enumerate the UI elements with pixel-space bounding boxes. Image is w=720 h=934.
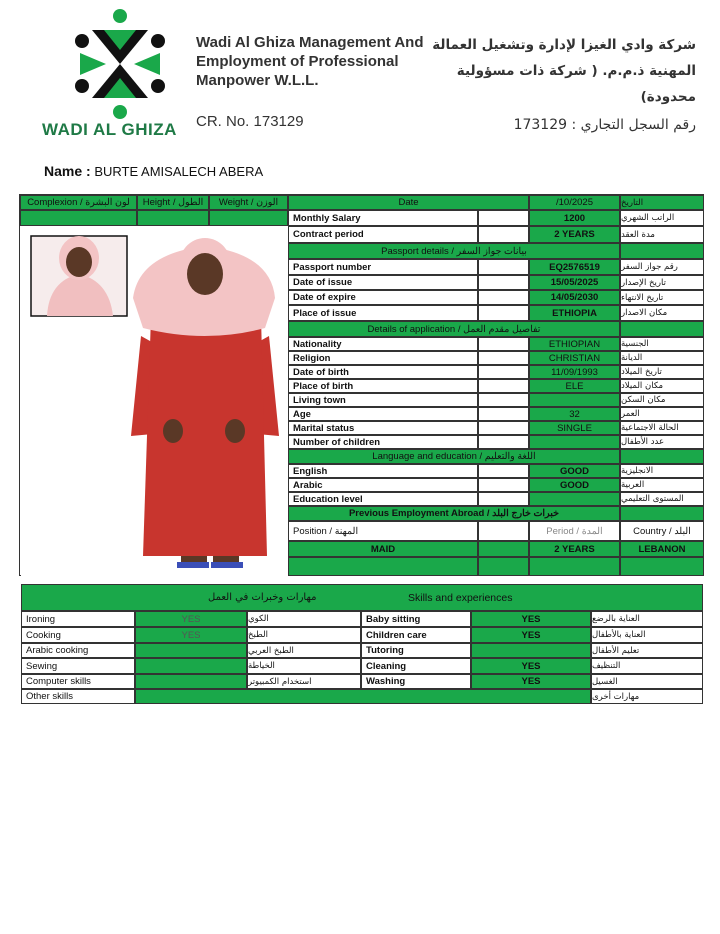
candidate-name-row: [44, 163, 263, 179]
name-label: Name :: [44, 163, 91, 179]
weight-label: Weight / الوزن: [209, 195, 288, 210]
skill-arabic-cooking-value: [135, 643, 247, 658]
marital-status-value: SINGLE: [529, 421, 620, 435]
cv-form: [19, 194, 704, 576]
skill-cleaning-arabic: التنظيف: [591, 658, 703, 674]
nationality-label: Nationality: [288, 337, 478, 351]
employment-period: 2 YEARS: [529, 541, 620, 557]
skill-washing-value: YES: [471, 674, 591, 689]
company-en-line: Wadi Al Ghiza Management And: [196, 34, 424, 51]
skill-tutoring-value: [471, 643, 591, 658]
nationality-value: ETHIOPIAN: [529, 337, 620, 351]
language-section-header: Language and education / اللغة والتعليم: [288, 449, 620, 464]
marital-status-label: Marital status: [288, 421, 478, 435]
employment-position: MAID: [288, 541, 478, 557]
weight-value: [209, 210, 288, 226]
other-skills-arabic: مهارات أخرى: [591, 689, 703, 704]
children-label: Number of children: [288, 435, 478, 449]
education-value: [529, 492, 620, 506]
nationality-arabic: الجنسية: [620, 337, 704, 351]
cr-number-arabic: رقم السجل التجاري : 173129: [513, 117, 696, 133]
salary-label-arabic: الراتب الشهري: [620, 210, 704, 226]
date-label: Date: [288, 195, 529, 210]
skill-arabic-cooking-arabic: الطبخ العربي: [247, 643, 361, 658]
candidate-name: BURTE AMISALECH ABERA: [94, 164, 264, 179]
arabic-arabic: العربية: [620, 478, 704, 492]
height-label: Height / الطول: [137, 195, 209, 210]
skill-sewing-label: Sewing: [21, 658, 135, 674]
skill-computer-arabic: استخدام الكمبيوتر: [247, 674, 361, 689]
passport-number-arabic: رقم جواز السفر: [620, 259, 704, 275]
issue-date-label: Date of issue: [288, 275, 478, 290]
skills-header-english: Skills and experiences: [408, 591, 513, 604]
employment-country: LEBANON: [620, 541, 704, 557]
row-spacer: [478, 290, 529, 305]
complexion-value: [20, 210, 137, 226]
living-town-label: Living town: [288, 393, 478, 407]
complexion-label: Complexion / لون البشرة: [20, 195, 137, 210]
birth-date-label: Date of birth: [288, 365, 478, 379]
company-ar-line: شركة وادي الغيزا لإدارة وتشغيل العمالة: [432, 37, 696, 53]
candidate-photos: [21, 226, 288, 576]
row-spacer: [478, 275, 529, 290]
company-name-english: [196, 33, 436, 90]
salary-label: Monthly Salary: [288, 210, 478, 226]
skill-cleaning-value: YES: [471, 658, 591, 674]
skill-ironing-arabic: الكوي: [247, 611, 361, 627]
company-en-line: Manpower W.L.L.: [196, 72, 319, 89]
skill-tutoring-label: Tutoring: [361, 643, 471, 658]
skill-ironing-label: Ironing: [21, 611, 135, 627]
english-label: English: [288, 464, 478, 478]
row-spacer: [478, 337, 529, 351]
expire-date-label: Date of expire: [288, 290, 478, 305]
marital-status-arabic: الحالة الاجتماعية: [620, 421, 704, 435]
passport-number-value: EQ2576519: [529, 259, 620, 275]
education-arabic: المستوى التعليمي: [620, 492, 704, 506]
skill-cooking-label: Cooking: [21, 627, 135, 643]
age-value: 32: [529, 407, 620, 421]
children-value: [529, 435, 620, 449]
row-spacer: [478, 435, 529, 449]
children-arabic: عدد الأطفال: [620, 435, 704, 449]
issue-date-value: 15/05/2025: [529, 275, 620, 290]
company-ar-line: المهنية ذ.م.م. ( شركة ذات مسؤولية: [456, 63, 696, 79]
skill-arabic-cooking-label: Arabic cooking: [21, 643, 135, 658]
contract-value: 2 YEARS: [529, 226, 620, 243]
height-value: [137, 210, 209, 226]
skill-cleaning-label: Cleaning: [361, 658, 471, 674]
religion-value: CHRISTIAN: [529, 351, 620, 365]
employment-section-header: Previous Employment Abroad / خبرات خارج البلد: [288, 506, 620, 521]
row-spacer: [478, 259, 529, 275]
skills-header: [21, 584, 703, 611]
education-label: Education level: [288, 492, 478, 506]
contract-spacer: [478, 226, 529, 243]
logo-emblem-icon: [70, 8, 170, 120]
row-spacer: [478, 407, 529, 421]
employment-header-spacer: [620, 506, 704, 521]
religion-arabic: الديانة: [620, 351, 704, 365]
living-town-arabic: مكان السكن: [620, 393, 704, 407]
skill-cooking-value: YES: [135, 627, 247, 643]
employment-empty-row: [478, 557, 529, 576]
row-spacer: [478, 421, 529, 435]
place-of-issue-arabic: مكان الاصدار: [620, 305, 704, 321]
employment-empty-row: [529, 557, 620, 576]
period-column-label: Period / المدة: [529, 521, 620, 541]
arabic-label: Arabic: [288, 478, 478, 492]
row-spacer: [478, 379, 529, 393]
row-spacer: [478, 541, 529, 557]
place-of-issue-value: ETHIOPIA: [529, 305, 620, 321]
english-value: GOOD: [529, 464, 620, 478]
birth-place-arabic: مكان الميلاد: [620, 379, 704, 393]
contract-label-arabic: مدة العقد: [620, 226, 704, 243]
row-spacer: [478, 351, 529, 365]
row-spacer: [478, 464, 529, 478]
english-arabic: الانجليزية: [620, 464, 704, 478]
date-label-arabic: التاريخ: [620, 195, 704, 210]
skill-computer-label: Computer skills: [21, 674, 135, 689]
row-spacer: [478, 478, 529, 492]
skill-ironing-value: YES: [135, 611, 247, 627]
other-skills-value: [135, 689, 591, 704]
skill-cooking-arabic: الطبخ: [247, 627, 361, 643]
contract-label: Contract period: [288, 226, 478, 243]
skills-table: [21, 584, 703, 704]
birth-place-label: Place of birth: [288, 379, 478, 393]
cr-number-english: CR. No. 173129: [196, 113, 304, 130]
other-skills-label: Other skills: [21, 689, 135, 704]
row-spacer: [478, 521, 529, 541]
living-town-value: [529, 393, 620, 407]
skill-washing-label: Washing: [361, 674, 471, 689]
skill-sewing-arabic: الخياطة: [247, 658, 361, 674]
logo-text: WADI AL GHIZA: [42, 120, 177, 139]
salary-value: 1200: [529, 210, 620, 226]
company-en-line: Employment of Professional: [196, 53, 399, 70]
company-ar-line: محدودة): [640, 89, 696, 105]
skill-sewing-value: [135, 658, 247, 674]
language-header-spacer: [620, 449, 704, 464]
birth-date-value: 11/09/1993: [529, 365, 620, 379]
passport-section-header: Passport details / بيانات جواز السفر: [288, 243, 620, 259]
employment-empty-row: [288, 557, 478, 576]
skill-babysitting-label: Baby sitting: [361, 611, 471, 627]
date-value: /10/2025: [529, 195, 620, 210]
position-column-label: Position / المهنة: [288, 521, 478, 541]
salary-spacer: [478, 210, 529, 226]
age-arabic: العمر: [620, 407, 704, 421]
place-of-issue-label: Place of issue: [288, 305, 478, 321]
employment-empty-row: [620, 557, 704, 576]
company-logo: [42, 8, 192, 143]
row-spacer: [478, 393, 529, 407]
skill-washing-arabic: الغسيل: [591, 674, 703, 689]
company-name-arabic: [426, 32, 696, 110]
issue-date-arabic: تاريخ الإصدار: [620, 275, 704, 290]
application-section-header: Details of application / تفاصيل مقدم العمل: [288, 321, 620, 337]
skills-header-arabic: مهارات وخبرات في العمل: [208, 592, 317, 603]
skill-childcare-label: Children care: [361, 627, 471, 643]
skill-computer-value: [135, 674, 247, 689]
country-column-label: Country / البلد: [620, 521, 704, 541]
row-spacer: [478, 365, 529, 379]
arabic-value: GOOD: [529, 478, 620, 492]
religion-label: Religion: [288, 351, 478, 365]
skill-babysitting-arabic: العناية بالرضع: [591, 611, 703, 627]
row-spacer: [478, 305, 529, 321]
skill-tutoring-arabic: تعليم الأطفال: [591, 643, 703, 658]
expire-date-value: 14/05/2030: [529, 290, 620, 305]
passport-header-spacer: [620, 243, 704, 259]
candidate-photo-icon: [21, 226, 288, 576]
skill-babysitting-value: YES: [471, 611, 591, 627]
birth-date-arabic: تاريخ الميلاد: [620, 365, 704, 379]
application-header-spacer: [620, 321, 704, 337]
expire-date-arabic: تاريخ الانتهاء: [620, 290, 704, 305]
passport-number-label: Passport number: [288, 259, 478, 275]
skill-childcare-value: YES: [471, 627, 591, 643]
birth-place-value: ELE: [529, 379, 620, 393]
age-label: Age: [288, 407, 478, 421]
skill-childcare-arabic: العناية بالأطفال: [591, 627, 703, 643]
row-spacer: [478, 492, 529, 506]
